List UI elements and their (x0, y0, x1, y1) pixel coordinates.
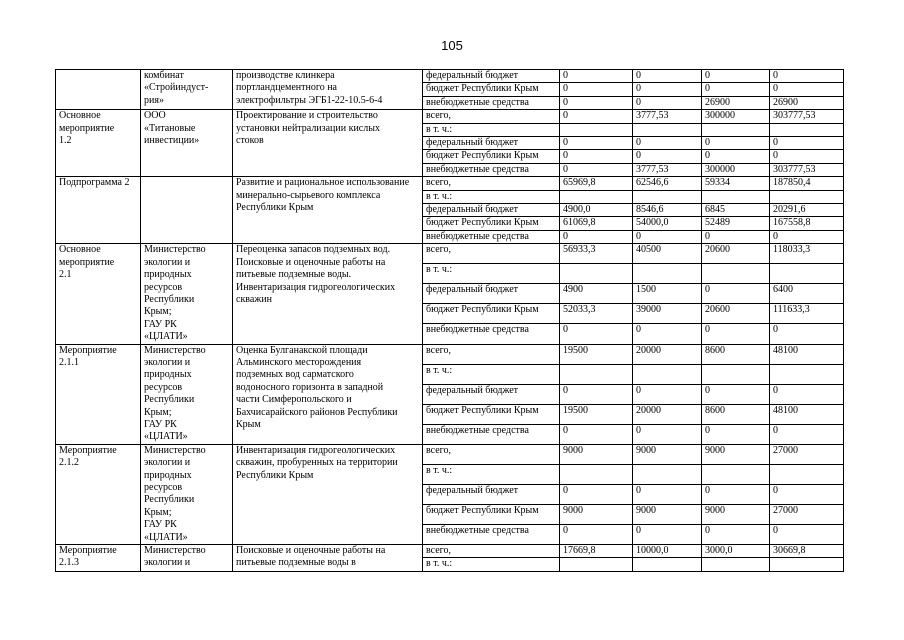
amount-cell: 0 (633, 70, 702, 83)
amount-cell: 0 (633, 96, 702, 109)
amount-cell (770, 264, 844, 284)
amount-cell: 6845 (702, 204, 770, 217)
funding-source-cell: федеральный бюджет (423, 484, 560, 504)
amount-cell: 0 (560, 137, 633, 150)
amount-cell: 0 (770, 70, 844, 83)
amount-cell: 17669,8 (560, 545, 633, 558)
amount-cell: 0 (702, 424, 770, 444)
executor-cell: ООО «Титановые инвестиции» (141, 110, 233, 177)
funding-source-cell: в т. ч.: (423, 464, 560, 484)
measure-name-cell (56, 70, 141, 110)
amount-cell: 10000,0 (633, 545, 702, 558)
amount-cell: 20291,6 (770, 204, 844, 217)
funding-source-cell: внебюджетные средства (423, 424, 560, 444)
amount-cell: 52489 (702, 217, 770, 230)
amount-cell: 300000 (702, 163, 770, 176)
amount-cell: 0 (770, 384, 844, 404)
amount-cell: 0 (702, 284, 770, 304)
executor-cell: Министерство экологии и (141, 545, 233, 572)
funding-source-cell: федеральный бюджет (423, 70, 560, 83)
amount-cell: 303777,53 (770, 163, 844, 176)
amount-cell: 118033,3 (770, 244, 844, 264)
amount-cell: 9000 (560, 444, 633, 464)
amount-cell: 0 (770, 424, 844, 444)
amount-cell (702, 123, 770, 136)
measure-name-cell: Мероприятие 2.1.3 (56, 545, 141, 572)
amount-cell: 0 (560, 524, 633, 544)
measure-name-cell: Мероприятие 2.1.1 (56, 344, 141, 444)
amount-cell: 0 (702, 384, 770, 404)
amount-cell: 9000 (560, 504, 633, 524)
amount-cell: 20600 (702, 244, 770, 264)
amount-cell: 40500 (633, 244, 702, 264)
funding-source-cell: внебюджетные средства (423, 230, 560, 243)
amount-cell (702, 464, 770, 484)
amount-cell: 187850,4 (770, 177, 844, 190)
description-cell: Развитие и рациональное использование минерально-сырьевого комплекса Республики Крым (233, 177, 423, 244)
amount-cell: 56933,3 (560, 244, 633, 264)
executor-cell: Министерство экологии и природных ресурсов Республики Крым; ГАУ РК «ЦЛАТИ» (141, 344, 233, 444)
amount-cell: 0 (633, 524, 702, 544)
amount-cell: 0 (770, 324, 844, 344)
amount-cell: 26900 (770, 96, 844, 109)
amount-cell: 0 (560, 424, 633, 444)
amount-cell: 0 (633, 230, 702, 243)
amount-cell: 27000 (770, 504, 844, 524)
amount-cell: 0 (560, 70, 633, 83)
amount-cell: 0 (560, 150, 633, 163)
amount-cell: 0 (702, 83, 770, 96)
table-row (56, 444, 844, 464)
amount-cell (560, 558, 633, 571)
amount-cell (702, 264, 770, 284)
funding-source-cell: в т. ч.: (423, 190, 560, 203)
funding-source-cell: в т. ч.: (423, 364, 560, 384)
amount-cell (702, 364, 770, 384)
description-cell: Поисковые и оценочные работы на питьевые подземные воды в (233, 545, 423, 572)
amount-cell: 48100 (770, 344, 844, 364)
amount-cell: 4900,0 (560, 204, 633, 217)
table-row (56, 110, 844, 123)
amount-cell: 0 (702, 70, 770, 83)
table-row (56, 177, 844, 190)
funding-source-cell: бюджет Республики Крым (423, 504, 560, 524)
description-cell: Переоценка запасов подземных вод. Поисковые и оценочные работы на питьевые подземные воды. Инвентаризация гидрогеологических скважин (233, 244, 423, 344)
executor-cell: Министерство экологии и природных ресурсов Республики Крым; ГАУ РК «ЦЛАТИ» (141, 444, 233, 544)
table-row (56, 70, 844, 83)
amount-cell (770, 190, 844, 203)
funding-source-cell: всего, (423, 177, 560, 190)
amount-cell: 65969,8 (560, 177, 633, 190)
amount-cell: 6400 (770, 284, 844, 304)
amount-cell: 1500 (633, 284, 702, 304)
amount-cell: 20000 (633, 404, 702, 424)
funding-source-cell: бюджет Республики Крым (423, 304, 560, 324)
description-cell: Инвентаризация гидрогеологических скважин, пробуренных на территории Республики Крым (233, 444, 423, 544)
funding-source-cell: внебюджетные средства (423, 96, 560, 109)
amount-cell (560, 123, 633, 136)
amount-cell: 20600 (702, 304, 770, 324)
amount-cell: 0 (702, 524, 770, 544)
amount-cell: 0 (633, 137, 702, 150)
amount-cell: 0 (770, 484, 844, 504)
amount-cell: 111633,3 (770, 304, 844, 324)
table-row (56, 344, 844, 364)
amount-cell: 26900 (702, 96, 770, 109)
amount-cell: 0 (770, 137, 844, 150)
amount-cell: 3777,53 (633, 163, 702, 176)
amount-cell: 8600 (702, 344, 770, 364)
amount-cell: 0 (560, 110, 633, 123)
executor-cell: Министерство экологии и природных ресурсов Республики Крым; ГАУ РК «ЦЛАТИ» (141, 244, 233, 344)
description-cell: Проектирование и строительство установки нейтрализации кислых стоков (233, 110, 423, 177)
description-cell: Оценка Булганакской площади Альминского месторождения подземных вод сарматского водоносного горизонта в западной части Симферопольского и Бахчисарайского районов Республики Крым (233, 344, 423, 444)
amount-cell: 0 (770, 230, 844, 243)
amount-cell: 30669,8 (770, 545, 844, 558)
funding-source-cell: федеральный бюджет (423, 137, 560, 150)
funding-source-cell: внебюджетные средства (423, 163, 560, 176)
amount-cell: 0 (560, 230, 633, 243)
funding-source-cell: бюджет Республики Крым (423, 217, 560, 230)
funding-source-cell: всего, (423, 545, 560, 558)
amount-cell (560, 190, 633, 203)
amount-cell (770, 558, 844, 571)
amount-cell: 0 (633, 384, 702, 404)
amount-cell: 0 (770, 83, 844, 96)
amount-cell (770, 364, 844, 384)
amount-cell: 54000,0 (633, 217, 702, 230)
amount-cell (560, 264, 633, 284)
amount-cell: 0 (702, 484, 770, 504)
amount-cell: 0 (560, 83, 633, 96)
description-cell: производстве клинкера портландцементного на электрофильтры ЭГБ1-22-10.5-6-4 (233, 70, 423, 110)
amount-cell (633, 364, 702, 384)
amount-cell: 9000 (702, 444, 770, 464)
amount-cell: 0 (633, 83, 702, 96)
amount-cell: 39000 (633, 304, 702, 324)
amount-cell (560, 364, 633, 384)
measure-name-cell: Основное мероприятие 1.2 (56, 110, 141, 177)
funding-source-cell: всего, (423, 110, 560, 123)
amount-cell: 9000 (702, 504, 770, 524)
amount-cell: 3777,53 (633, 110, 702, 123)
amount-cell (702, 558, 770, 571)
amount-cell: 48100 (770, 404, 844, 424)
amount-cell: 0 (770, 524, 844, 544)
measure-name-cell: Подпрограмма 2 (56, 177, 141, 244)
amount-cell (770, 123, 844, 136)
amount-cell: 3000,0 (702, 545, 770, 558)
amount-cell: 52033,3 (560, 304, 633, 324)
funding-source-cell: внебюджетные средства (423, 524, 560, 544)
funding-source-cell: бюджет Республики Крым (423, 404, 560, 424)
funding-source-cell: федеральный бюджет (423, 204, 560, 217)
table-row (56, 244, 844, 264)
amount-cell: 20000 (633, 344, 702, 364)
funding-source-cell: бюджет Республики Крым (423, 83, 560, 96)
amount-cell: 0 (633, 324, 702, 344)
amount-cell: 4900 (560, 284, 633, 304)
amount-cell (633, 464, 702, 484)
amount-cell: 62546,6 (633, 177, 702, 190)
amount-cell: 0 (560, 384, 633, 404)
amount-cell (770, 464, 844, 484)
amount-cell: 8600 (702, 404, 770, 424)
funding-source-cell: бюджет Республики Крым (423, 150, 560, 163)
executor-cell (141, 177, 233, 244)
amount-cell: 9000 (633, 444, 702, 464)
funding-source-cell: всего, (423, 444, 560, 464)
amount-cell: 61069,8 (560, 217, 633, 230)
amount-cell: 0 (560, 96, 633, 109)
amount-cell (702, 190, 770, 203)
amount-cell: 0 (702, 324, 770, 344)
executor-cell: комбинат «Стройиндуст- рия» (141, 70, 233, 110)
amount-cell: 59334 (702, 177, 770, 190)
amount-cell: 300000 (702, 110, 770, 123)
amount-cell (633, 558, 702, 571)
funding-table (55, 69, 844, 572)
amount-cell: 19500 (560, 404, 633, 424)
amount-cell: 167558,8 (770, 217, 844, 230)
funding-source-cell: всего, (423, 344, 560, 364)
table-row (56, 545, 844, 558)
funding-source-cell: федеральный бюджет (423, 384, 560, 404)
amount-cell: 0 (633, 424, 702, 444)
amount-cell: 0 (633, 484, 702, 504)
amount-cell (560, 464, 633, 484)
amount-cell: 0 (702, 230, 770, 243)
amount-cell: 0 (702, 150, 770, 163)
page-number: 105 (441, 38, 463, 53)
funding-source-cell: внебюджетные средства (423, 324, 560, 344)
amount-cell (633, 264, 702, 284)
amount-cell: 0 (560, 484, 633, 504)
amount-cell (633, 123, 702, 136)
amount-cell: 303777,53 (770, 110, 844, 123)
amount-cell: 9000 (633, 504, 702, 524)
funding-source-cell: федеральный бюджет (423, 284, 560, 304)
amount-cell: 8546,6 (633, 204, 702, 217)
measure-name-cell: Основное мероприятие 2.1 (56, 244, 141, 344)
amount-cell: 0 (633, 150, 702, 163)
amount-cell: 0 (560, 324, 633, 344)
amount-cell: 0 (560, 163, 633, 176)
funding-source-cell: всего, (423, 244, 560, 264)
amount-cell: 0 (702, 137, 770, 150)
measure-name-cell: Мероприятие 2.1.2 (56, 444, 141, 544)
funding-source-cell: в т. ч.: (423, 123, 560, 136)
funding-source-cell: в т. ч.: (423, 558, 560, 571)
amount-cell: 0 (770, 150, 844, 163)
amount-cell: 27000 (770, 444, 844, 464)
amount-cell (633, 190, 702, 203)
amount-cell: 19500 (560, 344, 633, 364)
funding-source-cell: в т. ч.: (423, 264, 560, 284)
